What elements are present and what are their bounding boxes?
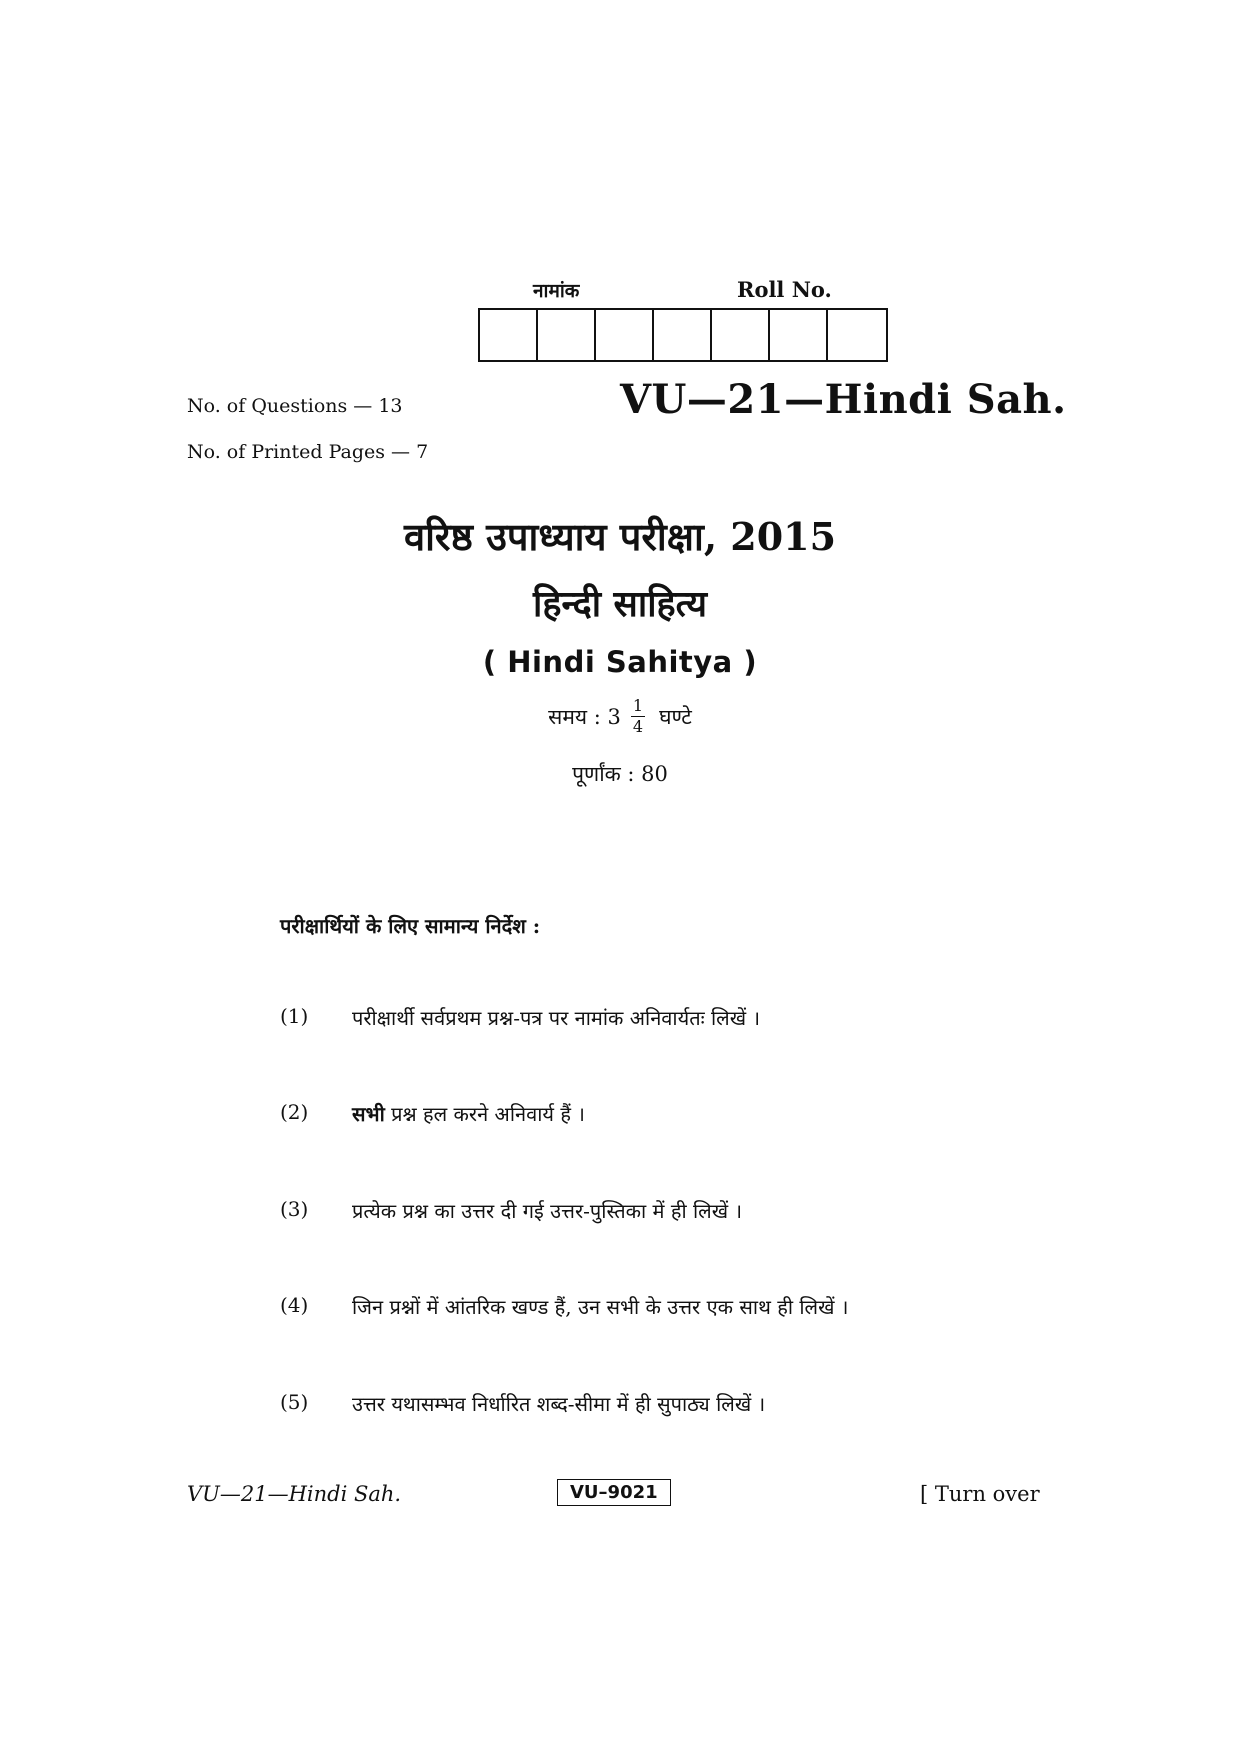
time-allowed xyxy=(0,698,1240,735)
instruction-item xyxy=(280,1293,848,1320)
footer-booklet-code: VU–9021 xyxy=(557,1479,671,1506)
fraction-denominator: 4 xyxy=(632,717,644,736)
roll-box[interactable] xyxy=(712,310,770,360)
roll-label-hindi: नामांक xyxy=(533,280,580,302)
instruction-number: (3) xyxy=(280,1197,309,1221)
footer-paper-code: VU—21—Hindi Sah. xyxy=(187,1482,402,1506)
instructions-title: परीक्षार्थियों के लिए सामान्य निर्देश : xyxy=(280,914,541,938)
time-label: समय : 3 xyxy=(548,704,621,729)
turn-over-note: [ Turn over xyxy=(920,1482,1040,1506)
time-fraction xyxy=(631,698,645,735)
exam-title: वरिष्ठ उपाध्याय परीक्षा, 2015 xyxy=(403,514,837,559)
roll-box[interactable] xyxy=(596,310,654,360)
instruction-item xyxy=(280,1390,765,1417)
fraction-numerator: 1 xyxy=(632,696,644,715)
instruction-number: (4) xyxy=(280,1293,309,1317)
instruction-text: जिन प्रश्नों में आंतरिक खण्ड हैं, उन सभी के उत्तर एक साथ ही लिखें । xyxy=(352,1295,849,1319)
roll-number-boxes xyxy=(478,308,888,362)
maximum-marks: पूर्णांक : 80 xyxy=(572,762,668,786)
instruction-text: परीक्षार्थी सर्वप्रथम प्रश्न-पत्र पर नामांक अनिवार्यतः लिखें । xyxy=(352,1006,761,1030)
roll-box[interactable] xyxy=(654,310,712,360)
subject-title-hindi: हिन्दी साहित्य xyxy=(533,583,707,625)
number-of-questions: No. of Questions — 13 xyxy=(187,395,403,417)
instruction-text-rest: प्रश्न हल करने अनिवार्य हैं । xyxy=(384,1102,585,1126)
time-unit: घण्टे xyxy=(659,704,692,729)
instruction-number: (2) xyxy=(280,1100,309,1124)
instruction-text: प्रत्येक प्रश्न का उत्तर दी गई उत्तर-पुस्तिका में ही लिखें । xyxy=(352,1199,743,1223)
instruction-number: (1) xyxy=(280,1004,309,1028)
subject-title-english: ( Hindi Sahitya ) xyxy=(482,645,758,679)
roll-box[interactable] xyxy=(828,310,886,360)
instruction-item xyxy=(280,1004,760,1031)
instruction-item xyxy=(280,1100,585,1127)
paper-code: VU—21—Hindi Sah. xyxy=(620,376,1067,423)
roll-box[interactable] xyxy=(480,310,538,360)
instruction-emphasis: सभी xyxy=(352,1102,385,1126)
instruction-number: (5) xyxy=(280,1390,309,1414)
roll-box[interactable] xyxy=(538,310,596,360)
instruction-text xyxy=(352,1100,585,1127)
instruction-item xyxy=(280,1197,742,1224)
roll-box[interactable] xyxy=(770,310,828,360)
instruction-text: उत्तर यथासम्भव निर्धारित शब्द-सीमा में ही सुपाठ्य लिखें । xyxy=(352,1392,766,1416)
roll-label-english: Roll No. xyxy=(737,277,832,302)
number-of-pages: No. of Printed Pages — 7 xyxy=(187,441,429,463)
